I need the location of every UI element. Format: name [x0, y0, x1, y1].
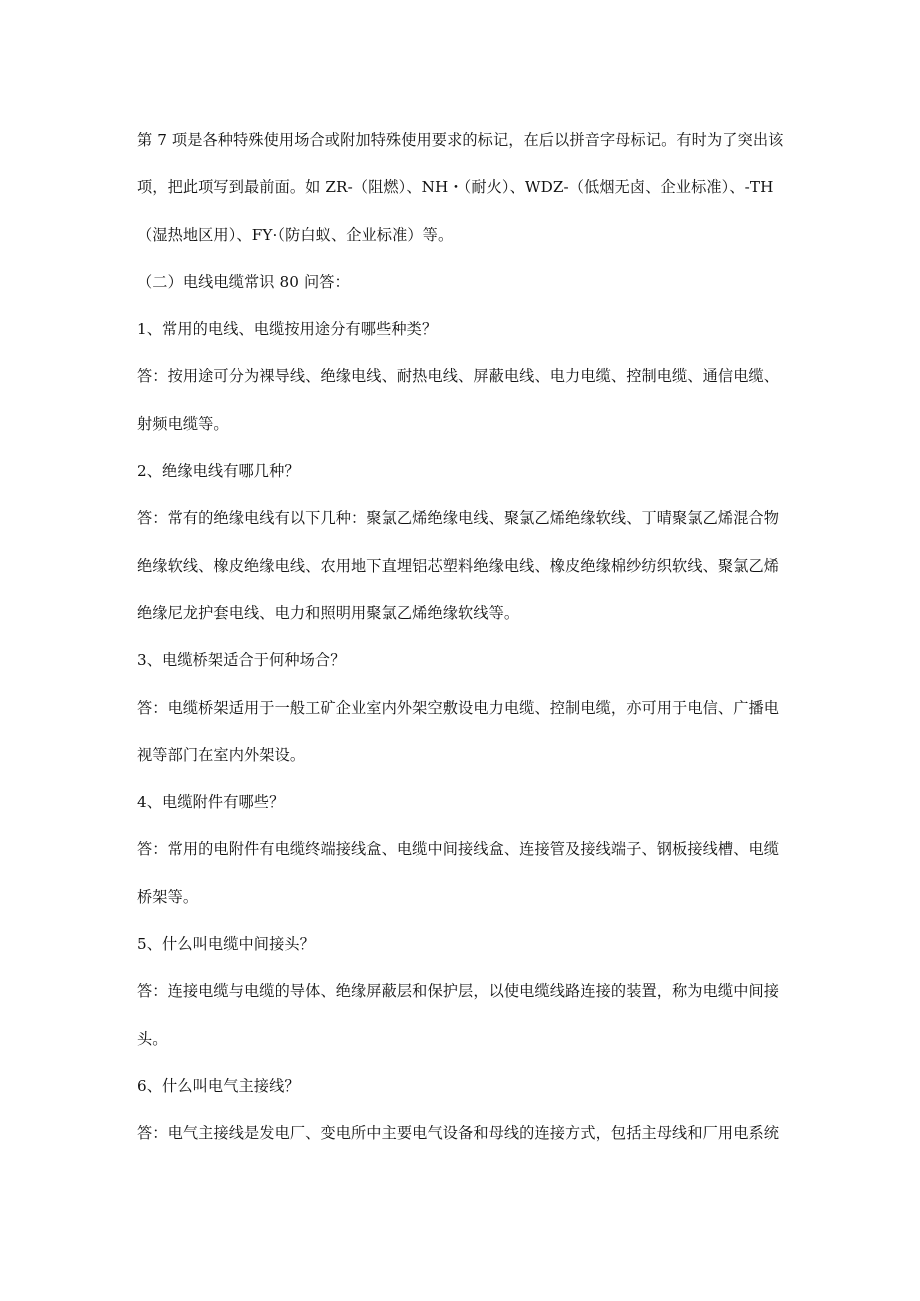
answer-line: 答：电气主接线是发电厂、变电所中主要电气设备和母线的连接方式，包括主母线和厂用电系统	[137, 1124, 780, 1143]
answer-line: 答：常有的绝缘电线有以下几种：聚氯乙烯绝缘电线、聚氯乙烯绝缘软线、丁晴聚氯乙烯混合物	[137, 509, 780, 528]
section-heading: （二）电线电缆常识 80 问答：	[137, 272, 350, 291]
answer-line: 答：常用的电附件有电缆终端接线盒、电缆中间接线盒、连接管及接线端子、钢板接线槽、电缆	[137, 840, 780, 859]
answer-line: 绝缘软线、橡皮绝缘电线、农用地下直埋铝芯塑料绝缘电线、橡皮绝缘棉纱纺织软线、聚氯乙烯	[137, 556, 780, 575]
answer-line: 头。	[137, 1029, 168, 1048]
question-4: 4、电缆附件有哪些？	[137, 793, 285, 812]
question-1: 1、常用的电线、电缆按用途分有哪些种类？	[137, 320, 438, 339]
answer-line: 视等部门在室内外架设。	[137, 745, 306, 764]
document-page	[137, 117, 797, 1158]
question-6: 6、什么叫电气主接线？	[137, 1076, 300, 1095]
answer-line: 射频电缆等。	[137, 414, 229, 433]
paragraph-line: （湿热地区用）、FY·（防白蚁、企业标准）等。	[137, 225, 454, 244]
answer-line: 答：连接电缆与电缆的导体、绝缘屏蔽层和保护层，以使电缆线路连接的装置，称为电缆中间接	[137, 982, 780, 1001]
answer-line: 绝缘尼龙护套电线、电力和照明用聚氯乙烯绝缘软线等。	[137, 603, 520, 622]
paragraph-line: 项，把此项写到最前面。如 ZR-（阻燃）、NH・（耐火）、WDZ-（低烟无卤、企业标准）、-TH	[137, 178, 774, 197]
question-5: 5、什么叫电缆中间接头？	[137, 935, 315, 954]
answer-line: 答：按用途可分为裸导线、绝缘电线、耐热电线、屏蔽电线、电力电缆、控制电缆、通信电缆、	[137, 367, 780, 386]
question-2: 2、绝缘电线有哪几种？	[137, 462, 300, 481]
answer-line: 答：电缆桥架适用于一般工矿企业室内外架空敷设电力电缆、控制电缆，亦可用于电信、广播电	[137, 698, 780, 717]
paragraph-line: 第 7 项是各种特殊使用场合或附加特殊使用要求的标记，在后以拼音字母标记。有时为了突出该	[137, 131, 784, 149]
answer-line: 桥架等。	[137, 887, 199, 906]
question-3: 3、电缆桥架适合于何种场合？	[137, 651, 346, 670]
